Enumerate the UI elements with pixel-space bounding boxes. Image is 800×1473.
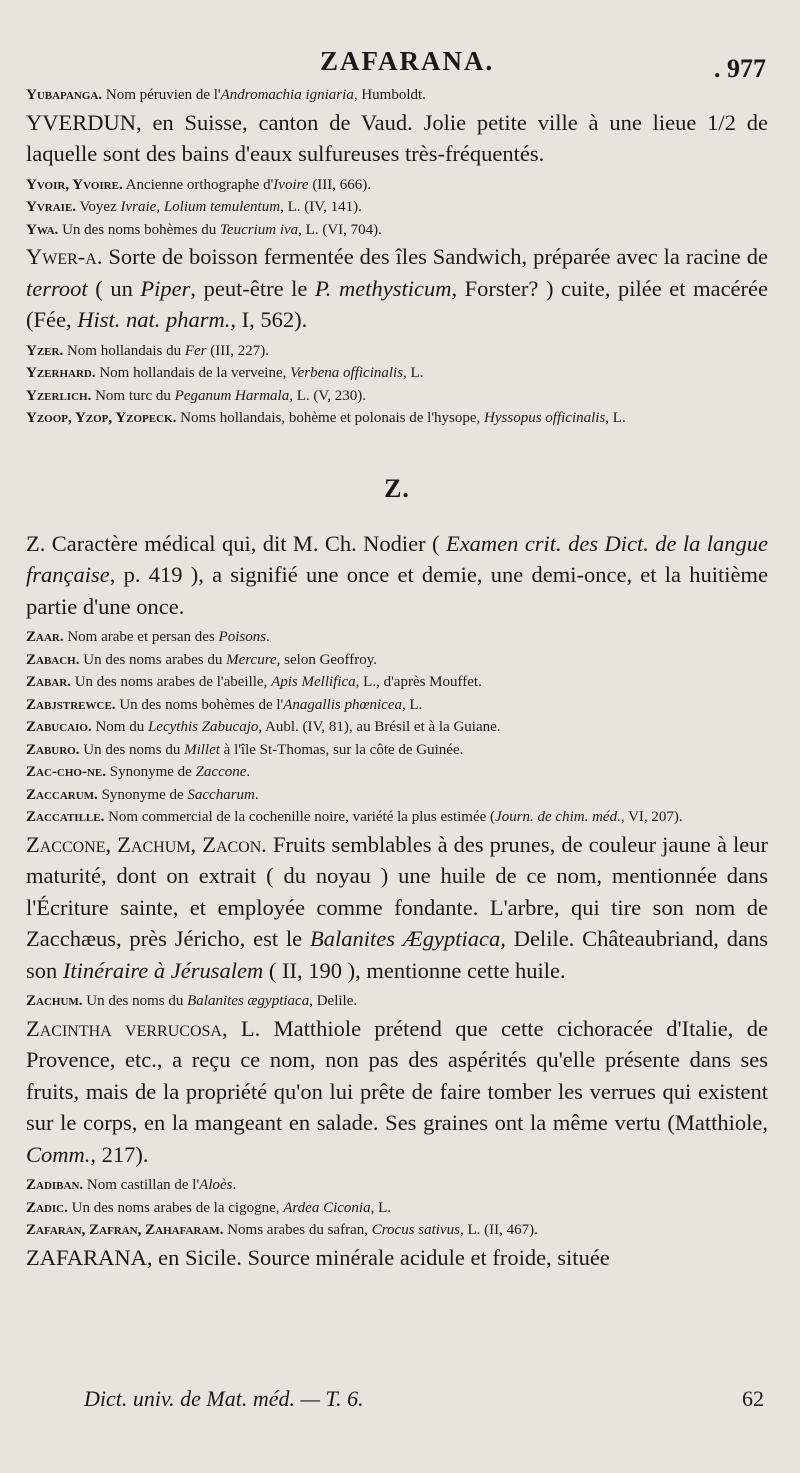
- entry-text: Nom du: [91, 719, 148, 735]
- entry-headword: Yvoir, Yvoire.: [26, 176, 123, 193]
- entry-text: , Delile.: [309, 993, 358, 1009]
- entry-text: , L.: [402, 696, 423, 713]
- dictionary-entry: [26, 784, 768, 807]
- entry-italic-text: Comm.: [26, 1141, 91, 1167]
- entry-italic-text: Crocus sativus: [371, 1222, 460, 1238]
- signature-mark: 62: [742, 1386, 764, 1411]
- entry-italic-text: Hyssopus officinalis: [484, 410, 606, 426]
- entry-italic-text: Itinéraire à Jérusalem: [62, 957, 264, 983]
- entry-text: , Forster? ) cuite, pilée et macérée (Fée,: [26, 275, 769, 332]
- entry-text: (III, 666).: [308, 176, 372, 193]
- dictionary-entry: [26, 626, 768, 649]
- entry-headword: Zadiban.: [26, 1177, 84, 1193]
- dictionary-entry: [26, 739, 768, 762]
- entry-italic-text: Millet: [184, 741, 220, 758]
- entry-italic-text: Peganum Harmala: [174, 387, 290, 404]
- entry-text: Un des noms du: [82, 993, 188, 1009]
- entry-headword: Zachum.: [26, 993, 83, 1009]
- entry-text: , L. (V, 230).: [289, 387, 367, 404]
- entry-headword: Zaccatille.: [26, 809, 105, 825]
- entry-text: Un des noms arabes de la cigogne,: [67, 1199, 284, 1216]
- entry-text: Un des noms arabes de l'abeille,: [70, 674, 272, 690]
- entry-headword: Yzer.: [26, 342, 64, 359]
- entry-headword: Yubapanga.: [26, 87, 103, 103]
- entry-italic-text: Ardea Ciconia: [283, 1199, 371, 1216]
- entry-italic-text: Piper: [140, 275, 191, 301]
- entry-italic-text: Zaccone: [195, 764, 247, 780]
- entry-italic-text: Ivoire: [273, 176, 309, 193]
- entry-italic-text: P. methysticum: [314, 275, 452, 301]
- entry-text: Synonyme de: [97, 786, 188, 803]
- entry-text: Delile. Châteaubriand, dans son: [26, 926, 768, 983]
- dictionary-entry: [26, 761, 768, 784]
- entry-text: , L.: [370, 1199, 392, 1216]
- entry-headword: ZAFARANA: [26, 1244, 147, 1270]
- entry-text: Noms arabes du safran,: [223, 1222, 372, 1238]
- entry-text: , 217).: [90, 1141, 149, 1167]
- entry-text: Nom turc du: [91, 387, 175, 404]
- entry-italic-text: Mercure: [226, 651, 277, 668]
- entry-italic-text: Teucrium iva: [219, 221, 299, 238]
- dictionary-entry: [26, 1174, 768, 1197]
- entry-italic-text: Andromachia igniaria: [220, 87, 354, 103]
- entry-text: , selon Geoffroy.: [276, 651, 378, 668]
- footer-line: [84, 1386, 764, 1412]
- entry-text: Un des noms arabes du: [79, 651, 227, 668]
- text-column: [26, 84, 768, 1277]
- entry-headword: Z.: [26, 530, 46, 556]
- entry-text: (III, 227).: [206, 342, 270, 359]
- entry-headword: Zabjstrewce.: [26, 696, 116, 713]
- entry-italic-text: Ivraie, Lolium temulentum: [120, 199, 281, 215]
- entry-headword: Zac-cho-ne.: [26, 764, 106, 780]
- entry-text: , L. (VI, 704).: [298, 221, 382, 238]
- entry-text: , L.: [605, 410, 626, 426]
- dictionary-entry: [26, 1197, 768, 1220]
- entry-text: Un des noms bohèmes de l': [115, 696, 284, 713]
- dictionary-entry: [26, 84, 768, 107]
- footer-title: Dict. univ. de Mat. méd. — T. 6.: [84, 1386, 364, 1411]
- entry-headword: Ywa.: [26, 221, 59, 238]
- entry-italic-text: Apis Mellifica: [271, 674, 356, 690]
- entry-headword: Yzerlich.: [26, 387, 92, 404]
- entry-text: Fruits semblables à des prunes, de couleur jaune à leur maturité, dont on extrait ( du noyau ) une huile de ce nom, mentionnée dans l'Écriture sainte, et employée comme fondante. L'arbre, qui tire son nom de Zacchæus, près Jéricho, est le: [26, 831, 768, 951]
- entry-headword: Zacintha verrucosa,: [26, 1015, 228, 1041]
- dictionary-entry: [26, 107, 768, 170]
- entry-headword: Zabucaio.: [26, 719, 92, 735]
- entry-italic-text: Examen crit. des Dict. de la langue française: [26, 530, 768, 587]
- entry-text: Voyez: [76, 199, 121, 215]
- dictionary-entry: [26, 829, 768, 987]
- entry-italic-text: Anagallis phœnicea: [283, 696, 402, 713]
- entry-text: ( un: [87, 275, 141, 301]
- entry-text: Nom arabe et persan des: [63, 629, 219, 645]
- entry-text: .: [246, 764, 251, 780]
- entry-text: , L., d'après Mouffet.: [355, 674, 482, 690]
- entry-text: Nom hollandais du: [63, 342, 185, 359]
- entry-text: , peut-être le: [190, 275, 315, 301]
- entry-headword: Zaccone, Zachum, Zacon.: [26, 831, 267, 857]
- entries-z: [26, 528, 768, 1274]
- entry-text: .: [232, 1177, 237, 1193]
- entry-italic-text: Fer: [184, 342, 207, 359]
- entry-text: , L.: [403, 365, 424, 381]
- entry-text: Nom hollandais de la verveine,: [95, 365, 291, 381]
- entry-text: I, 562).: [236, 307, 308, 332]
- running-head: [0, 44, 800, 84]
- entry-headword: Zaburo.: [26, 741, 80, 758]
- entry-text: Nom péruvien de l': [102, 87, 221, 103]
- entry-headword: Yzoop, Yzop, Yzopeck.: [26, 410, 177, 426]
- entry-text: , L. (IV, 141).: [280, 199, 362, 215]
- entry-italic-text: Poisons: [218, 629, 267, 645]
- entry-italic-text: Hist. nat. pharm.,: [77, 307, 236, 332]
- entry-headword: Zaar.: [26, 629, 64, 645]
- entry-text: Synonyme de: [105, 764, 196, 780]
- entry-text: , en Suisse, canton de Vaud. Jolie petite ville à une lieue 1/2 de laquelle sont des bains d'eaux sulfureuses très-fréquentés.: [26, 109, 768, 166]
- entry-text: Noms hollandais, bohème et polonais de l'hysope,: [176, 410, 485, 426]
- entry-text: Un des noms du: [79, 741, 185, 758]
- entry-text: .: [254, 786, 259, 803]
- entry-headword: Zafaran, Zafran, Zahafaram.: [26, 1222, 224, 1238]
- dictionary-entry: [26, 385, 768, 408]
- section-letter: Z.: [384, 473, 410, 503]
- entry-headword: Zaccarum.: [26, 786, 98, 803]
- entry-text: Ancienne orthographe d': [122, 176, 274, 193]
- dictionary-entry: [26, 1013, 768, 1171]
- dictionary-entry: [26, 528, 768, 623]
- entry-headword: Zabar.: [26, 674, 71, 690]
- entry-italic-text: Balanites Ægyptiaca,: [309, 926, 506, 951]
- entry-headword: Zabach.: [26, 651, 80, 668]
- entry-text: , p. 419 ), a signifié une once et demie, une demi-once, et la huitième partie d'une once.: [26, 562, 768, 619]
- dictionary-entry: [26, 407, 768, 430]
- entry-italic-text: Saccharum: [187, 786, 255, 803]
- entry-headword: Yvraie.: [26, 199, 77, 215]
- entry-italic-text: terroot: [26, 275, 88, 301]
- entry-text: à l'île St-Thomas, sur la côte de Guinée.: [219, 741, 464, 758]
- dictionary-entry: [26, 649, 768, 672]
- dictionary-entry: [26, 671, 768, 694]
- entry-headword: Ywer-a.: [26, 244, 103, 269]
- entry-headword: Yzerhard.: [26, 365, 96, 381]
- dictionary-entry: [26, 716, 768, 739]
- dictionary-entry: [26, 196, 768, 219]
- entry-text: ( II, 190 ), mentionne cette huile.: [263, 957, 566, 983]
- dictionary-entry: [26, 1242, 768, 1274]
- entry-text: , Aubl. (IV, 81), au Brésil et à la Guiane.: [258, 719, 501, 735]
- dictionary-entry: [26, 694, 768, 717]
- dictionary-entry: [26, 806, 768, 829]
- entry-italic-text: Lecythis Zabucajo: [147, 719, 259, 735]
- entry-text: , VI, 207).: [620, 809, 683, 825]
- entry-headword: YVERDUN: [26, 109, 136, 135]
- entry-text: L. Matthiole prétend que cette cichoracée d'Italie, de Provence, etc., a reçu ce nom, non pas des aspérités qu'elle présente dans ses fruits, mais de la propriété qu'on lui prête de faire tomber les verrues qui existent sur le corps, en la mangeant en salade. Ses graines ont la même vertu (Matthiole,: [26, 1015, 768, 1135]
- entry-text: Caractère médical qui, dit M. Ch. Nodier (: [45, 530, 446, 556]
- entry-text: , Humboldt.: [353, 87, 426, 103]
- dictionary-entry: [26, 219, 768, 242]
- entry-italic-text: Aloès: [199, 1177, 233, 1193]
- entry-headword: Zadic.: [26, 1199, 68, 1216]
- entry-text: , L. (II, 467).: [459, 1222, 538, 1238]
- entry-text: .: [266, 629, 270, 645]
- entry-italic-text: Journ. de chim. méd.: [495, 809, 621, 825]
- entry-italic-text: Verbena officinalis: [290, 365, 404, 381]
- page-number: . 977: [714, 54, 766, 83]
- entry-text: , en Sicile. Source minérale acidule et froide, située: [146, 1244, 610, 1270]
- entry-text: Nom castillan de l': [83, 1177, 200, 1193]
- dictionary-entry: [26, 340, 768, 363]
- dictionary-entry: [26, 990, 768, 1013]
- entry-italic-text: Balanites ægyptiaca: [187, 993, 310, 1009]
- dictionary-entry: [26, 1219, 768, 1242]
- entry-text: Sorte de boisson fermentée des îles Sandwich, préparée avec la racine de: [102, 244, 768, 269]
- running-title: ZAFARANA.: [320, 46, 495, 76]
- dictionary-entry: [26, 362, 768, 385]
- dictionary-entry: [26, 241, 768, 336]
- dictionary-entry: [26, 174, 768, 197]
- entries-y: [26, 84, 768, 430]
- entry-text: Nom commercial de la cochenille noire, variété la plus estimée (: [104, 809, 496, 825]
- entry-text: Un des noms bohèmes du: [58, 221, 220, 238]
